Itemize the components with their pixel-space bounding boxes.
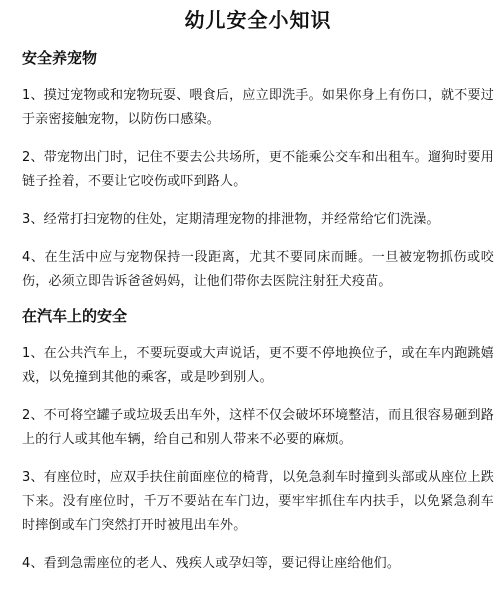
paragraph: 1、摸过宠物或和宠物玩耍、喂食后，应立即洗手。如果你身上有伤口，就不要过于亲密接触宠物，以防伤口感染。 — [22, 88, 494, 127]
section-heading: 安全养宠物 — [22, 49, 98, 67]
section-car-safety — [22, 306, 494, 576]
section-pet-safety — [22, 48, 494, 294]
document-title: 幼儿安全小知识 — [184, 8, 332, 32]
section-heading: 在汽车上的安全 — [22, 307, 128, 325]
paragraph: 2、不可将空罐子或垃圾丢出车外，这样不仅会破坏环境整洁，而且很容易砸到路上的行人或其他车辆，给自己和别人带来不必要的麻烦。 — [22, 408, 494, 447]
paragraph: 4、看到急需座位的老人、残疾人或孕妇等，要记得让座给他们。 — [22, 556, 401, 571]
paragraph: 3、经常打扫宠物的住处，定期清理宠物的排泄物，并经常给它们洗澡。 — [22, 212, 440, 227]
paragraph: 2、带宠物出门时，记住不要去公共场所，更不能乘公交车和出租车。遛狗时要用链子拴着，不要让它咬伤或吓到路人。 — [22, 150, 494, 189]
paragraph: 1、在公共汽车上，不要玩耍或大声说话，更不要不停地换位子，或在车内跑跳嬉戏，以免撞到其他的乘客，或是吵到别人。 — [22, 346, 494, 385]
paragraph: 3、有座位时，应双手扶住前面座位的椅背，以免急刹车时撞到头部或从座位上跌下来。没有座位时，千万不要站在车门边，要牢牢抓住车内扶手，以免紧急刹车时摔倒或车门突然打开时被甩出车外。 — [22, 470, 494, 533]
paragraph: 4、在生活中应与宠物保持一段距离，尤其不要同床而睡。一旦被宠物抓伤或咬伤，必须立即告诉爸爸妈妈，让他们带你去医院注射狂犬疫苗。 — [22, 250, 494, 289]
